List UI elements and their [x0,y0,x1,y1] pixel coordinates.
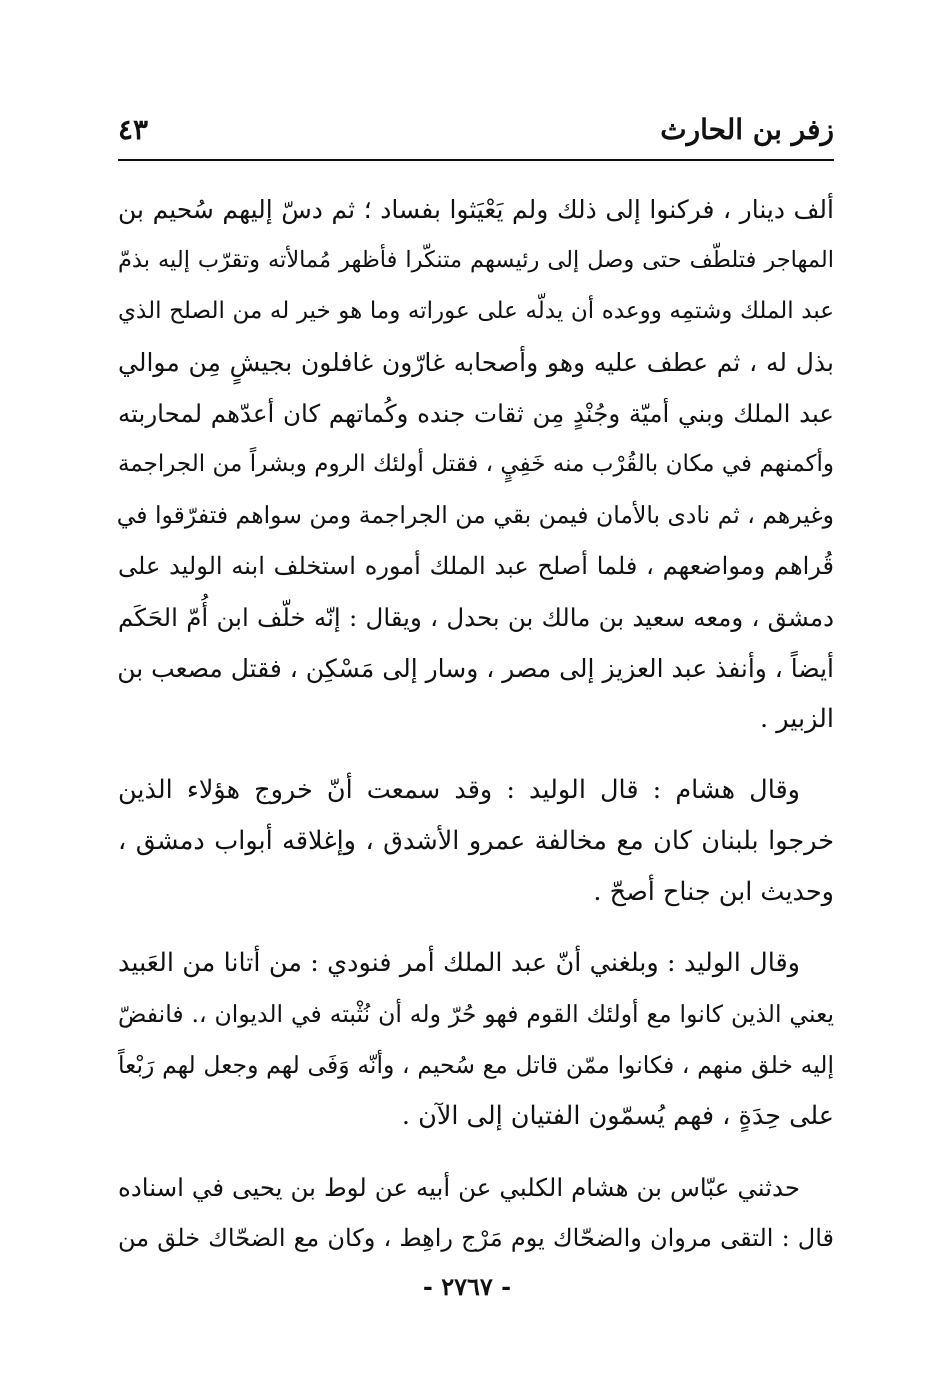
text-line: الزبير . [760,704,834,734]
running-title: زفر بن الحارث [660,113,834,146]
footer-page-number: - ٢٧٦٧ - [422,1272,512,1301]
text-line: دمشق ، ومعه سعيد بن مالك بن بحدل ، ويقال : إنّه خلّف ابن أُمّ الحَكَم [118,603,834,632]
body-text [118,184,834,1264]
text-line: وغيرهم ، ثم نادى بالأمان فيمن بقي من الجراجمة ومن سواهم فتفرّقوا في [116,501,834,529]
text-line: ألف دينار ، فركنوا إلى ذلك ولم يَعْيَثوا بفساد ؛ ثم دسّ إليهم سُحيم بن [118,195,834,224]
paragraph-1 [118,184,834,745]
text-line: يعني الذين كانوا مع أولئك القوم فهو حُرّ وله أن نُثْبته في الديوان ،. فانفضّ [118,1000,834,1028]
paragraph-3 [118,938,834,1142]
text-line: المهاجر فتلطّف حتى وصل إلى رئيسهم متنكّرا فأظهر مُمالأته وتقرّب إليه بذمّ [118,247,834,273]
text-line: وأكمنهم في مكان بالقُرْب منه خَفِيٍ ، فقتل أولئك الروم وبشراً من الجراجمة [118,451,834,477]
header-rule [118,159,834,161]
text-line: خرجوا بلبنان كان مع مخالفة عمرو الأشدق ، وإغلاقه أبواب دمشق ، [118,826,834,856]
text-line: حدثني عبّاس بن هشام الكلبي عن أبيه عن لوط بن يحيى في اسناده [118,1173,800,1202]
text-line: وقال هشام : قال الوليد : وقد سمعت أنّ خروج هؤلاء الذين [118,775,800,805]
paragraph-2 [118,765,834,918]
text-line: أيضاً ، وأنفذ عبد العزيز إلى مصر ، وسار إلى مَسْكِن ، فقتل مصعب بن [117,654,834,683]
text-line: قال : التقى مروان والضحّاك يوم مَرْج راهِط ، وكان مع الضحّاك خلق من [118,1224,834,1252]
text-line: قُراهم ومواضعهم ، فلما أصلح عبد الملك أموره استخلف ابنه الوليد على [118,552,834,580]
text-line: عبد الملك وبني أميّة وجُنْدٍ مِن ثقات جنده وكُماتهم كان أعدّهم لمحاربته [118,399,834,428]
page-header [118,108,834,156]
text-line: على حِدَةٍ ، فهم يُسمّون الفتيان إلى الآن . [401,1101,834,1131]
text-line: وقال الوليد : وبلغني أنّ عبد الملك أمر فنودي : من أتانا من العَبيد [118,948,800,978]
text-line: عبد الملك وشتمِه ووعده أن يدلّه على عوراته وما هو خير له من الصلح الذي [118,298,834,324]
text-line: بذل له ، ثم عطف عليه وهو وأصحابه غارّون غافلون بجيشٍ مِن موالي [118,348,834,377]
text-line: إليه خلق منهم ، فكانوا ممّن قاتل مع سُحيم ، وأنّه وَفَى لهم وجعل لهم رَبْعاً [118,1051,834,1079]
paragraph-4 [118,1162,834,1264]
text-line: وحديث ابن جناح أصحّ . [593,877,834,907]
header-page-number: ٤٣ [118,113,149,146]
